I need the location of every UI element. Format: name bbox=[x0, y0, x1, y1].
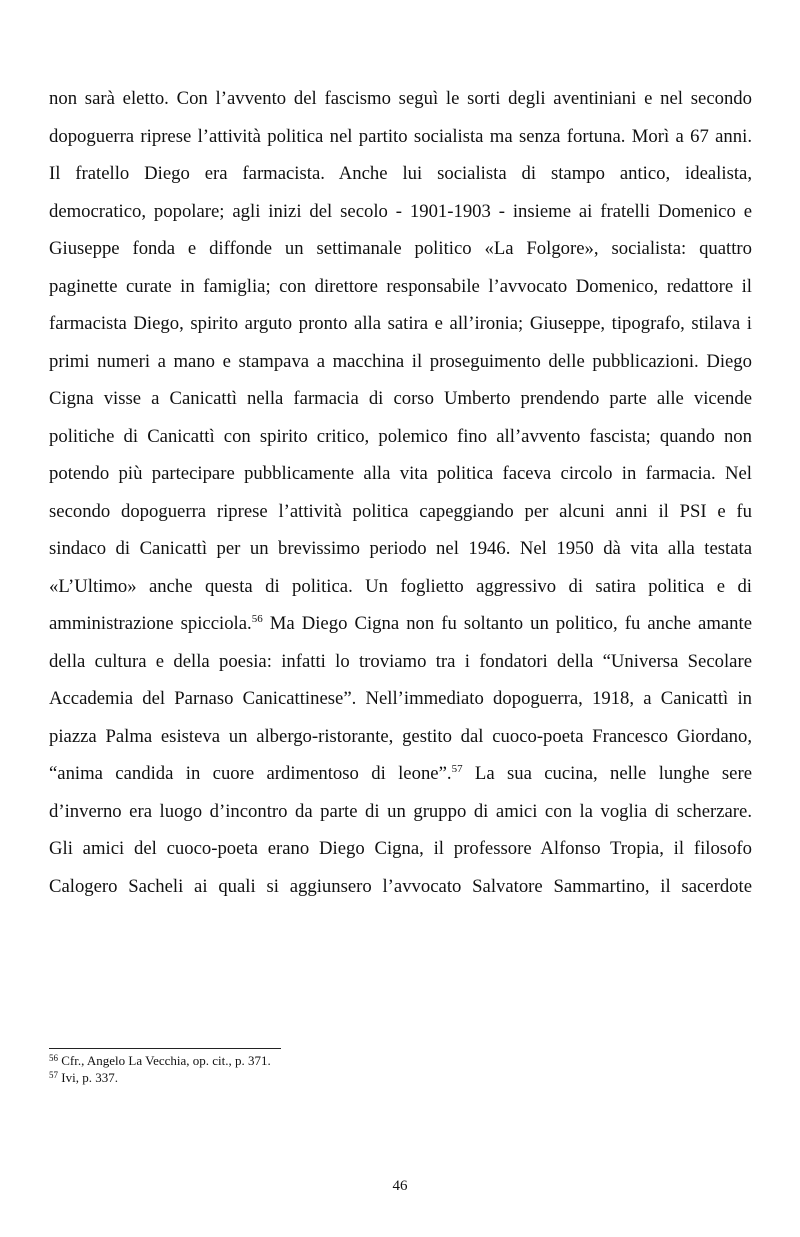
text-line: Il fratello Diego era farmacista. Anche lui socialista di stampo antico, idealista, bbox=[49, 163, 752, 184]
page-number: 46 bbox=[392, 1178, 408, 1194]
text-line bbox=[49, 755, 752, 793]
footnote-text: Cfr., Angelo La Vecchia, op. cit., p. 371. bbox=[58, 1053, 271, 1068]
text-line: piazza Palma esisteva un albergo-ristorante, gestito dal cuoco-poeta Francesco Giordano, bbox=[49, 725, 752, 747]
footnote-56 bbox=[49, 1052, 649, 1069]
text-line: Cigna visse a Canicattì nella farmacia di corso Umberto prendendo parte alle vicende bbox=[49, 388, 752, 409]
footnote-text: Ivi, p. 337. bbox=[58, 1070, 118, 1085]
text-line: «L’Ultimo» anche questa di politica. Un foglietto aggressivo di satira politica e di bbox=[49, 575, 752, 597]
footnote-ref-57[interactable]: 57 bbox=[451, 763, 463, 775]
text-line: paginette curate in famiglia; con direttore responsabile l’avvocato Domenico, redattore il bbox=[49, 275, 752, 297]
text-segment: La sua cucina, nelle lunghe sere bbox=[462, 763, 752, 784]
footnote-divider bbox=[49, 1048, 281, 1049]
text-segment: amministrazione spicciola. bbox=[49, 613, 252, 634]
text-segment: “anima candida in cuore ardimentoso di leone”. bbox=[49, 763, 452, 784]
text-line: sindaco di Canicattì per un brevissimo periodo nel 1946. Nel 1950 dà vita alla testata bbox=[49, 538, 752, 559]
text-line: secondo dopoguerra riprese l’attività politica capeggiando per alcuni anni il PSI e fu bbox=[49, 500, 752, 522]
text-line: politiche di Canicattì con spirito critico, polemico fino all’avvento fascista; quando non bbox=[49, 425, 752, 447]
text-line: Giuseppe fonda e diffonde un settimanale politico «La Folgore», socialista: quattro bbox=[49, 238, 752, 259]
text-segment: Ma Diego Cigna non fu soltanto un politico, fu anche amante bbox=[262, 613, 752, 634]
body-text bbox=[49, 80, 752, 905]
text-line: Gli amici del cuoco-poeta erano Diego Cigna, il professore Alfonso Tropia, il filosofo bbox=[49, 838, 752, 859]
text-line: non sarà eletto. Con l’avvento del fascismo seguì le sorti degli aventiniani e nel secondo bbox=[49, 88, 752, 109]
footnote-number: 57 bbox=[49, 1070, 58, 1080]
footnote-57 bbox=[49, 1069, 649, 1086]
text-line: della cultura e della poesia: infatti lo troviamo tra i fondatori della “Universa Secolare bbox=[49, 650, 752, 672]
footnote-number: 56 bbox=[49, 1053, 58, 1063]
footnote-ref-56[interactable]: 56 bbox=[251, 613, 263, 625]
text-line: Accademia del Parnaso Canicattinese”. Nell’immediato dopoguerra, 1918, a Canicattì in bbox=[49, 688, 752, 709]
footnotes bbox=[49, 1052, 649, 1086]
text-line: democratico, popolare; agli inizi del secolo - 1901-1903 - insieme ai fratelli Domenico e bbox=[49, 200, 752, 222]
text-line bbox=[49, 605, 752, 643]
text-line: d’inverno era luogo d’incontro da parte di un gruppo di amici con la voglia di scherzare. bbox=[49, 800, 752, 822]
text-line: Calogero Sacheli ai quali si aggiunsero l’avvocato Salvatore Sammartino, il sacerdote bbox=[49, 875, 752, 897]
text-line: dopoguerra riprese l’attività politica nel partito socialista ma senza fortuna. Morì a 67 anni. bbox=[49, 125, 752, 147]
text-line: farmacista Diego, spirito arguto pronto alla satira e all’ironia; Giuseppe, tipografo, stilava i bbox=[49, 313, 752, 334]
text-line: potendo più partecipare pubblicamente alla vita politica faceva circolo in farmacia. Nel bbox=[49, 463, 752, 484]
text-line: primi numeri a mano e stampava a macchina il proseguimento delle pubblicazioni. Diego bbox=[49, 350, 752, 372]
